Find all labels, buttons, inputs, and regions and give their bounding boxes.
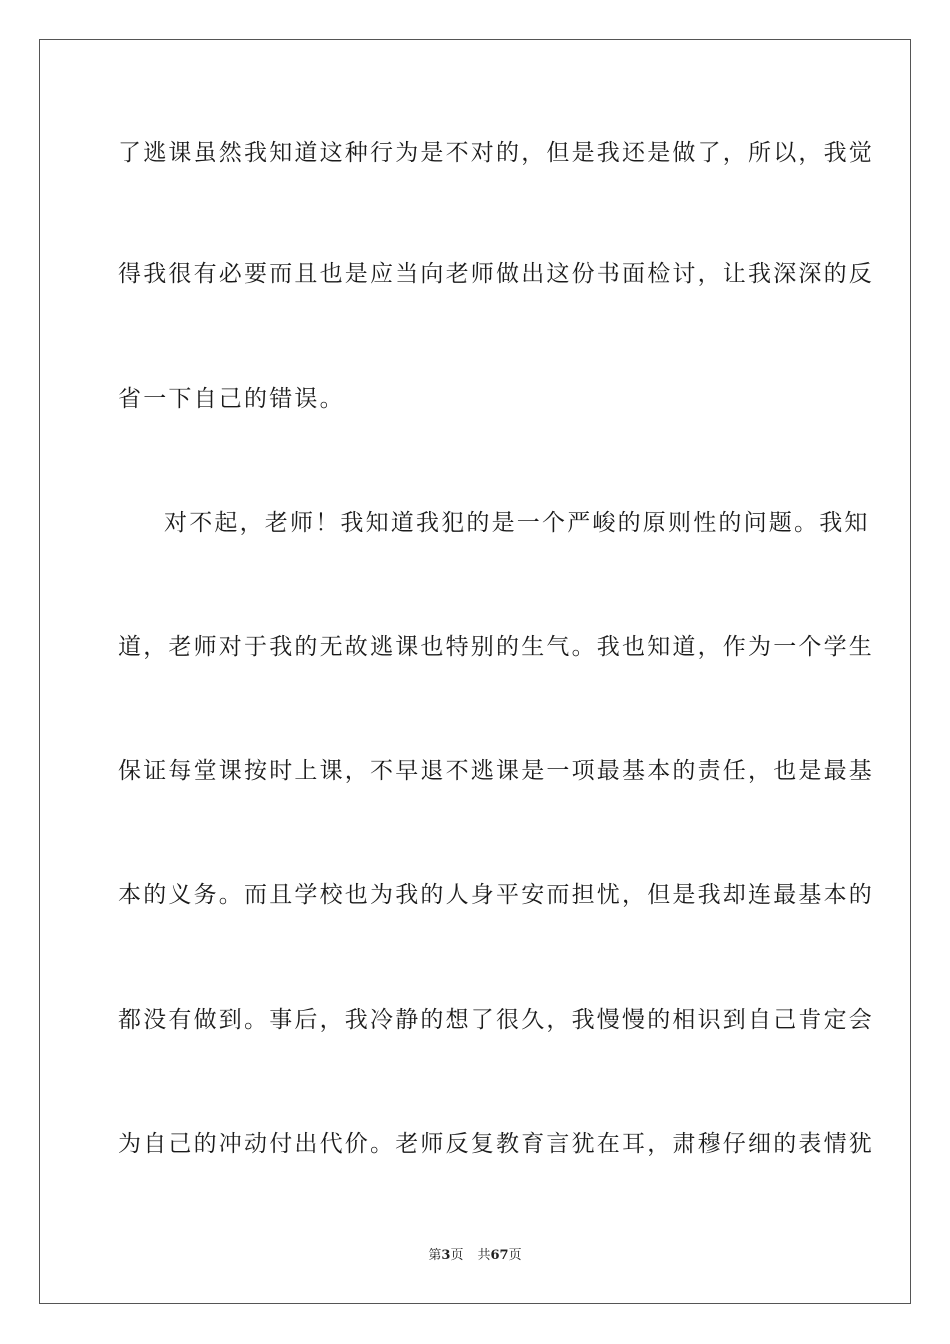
page-prefix: 第 (428, 1248, 442, 1263)
page-suffix: 页 (450, 1248, 464, 1263)
total-suffix: 页 (508, 1248, 522, 1263)
paragraph-2-line-1: 对不起，老师！我知道我犯的是一个严峻的原则性的问题。我知 (164, 510, 870, 536)
text-line-5: 道，老师对于我的无故逃课也特别的生气。我也知道，作为一个学生 (118, 634, 874, 660)
text-line-8: 都没有做到。事后，我冷静的想了很久，我慢慢的相识到自己肯定会 (118, 1007, 874, 1033)
page-footer (0, 1248, 950, 1264)
text-line-6: 保证每堂课按时上课，不早退不逃课是一项最基本的责任，也是最基 (118, 758, 874, 784)
page-border (39, 39, 911, 1304)
total-page-count: 67 (490, 1248, 509, 1263)
text-line-7: 本的义务。而且学校也为我的人身平安而担忧，但是我却连最基本的 (118, 882, 874, 908)
text-line-2: 得我很有必要而且也是应当向老师做出这份书面检讨，让我深深的反 (118, 261, 874, 287)
text-line-9: 为自己的冲动付出代价。老师反复教育言犹在耳，肃穆仔细的表情犹 (118, 1131, 874, 1157)
total-prefix: 共 (477, 1248, 491, 1263)
current-page-number: 3 (441, 1248, 451, 1263)
text-line-3: 省一下自己的错误。 (118, 386, 345, 412)
text-line-1: 了逃课虽然我知道这种行为是不对的，但是我还是做了，所以，我觉 (118, 140, 874, 166)
